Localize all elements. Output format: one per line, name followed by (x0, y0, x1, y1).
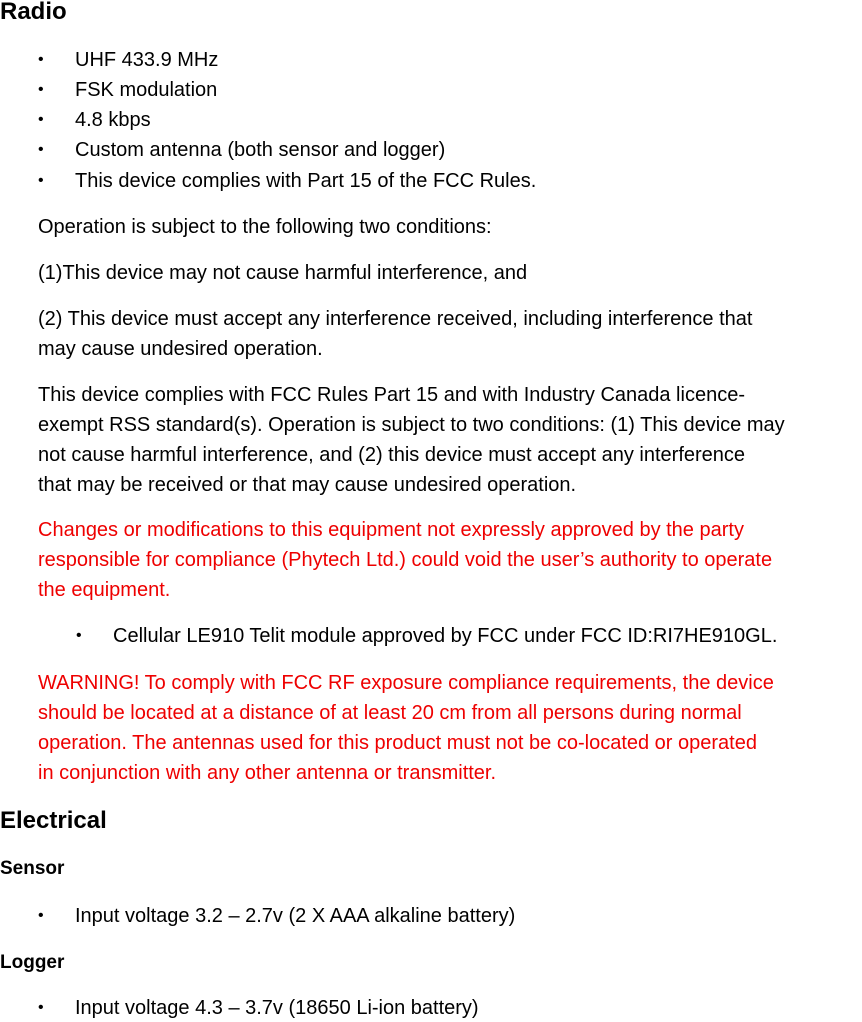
bullet-text: This device complies with Part 15 of the FCC Rules. (75, 170, 537, 192)
sensor-heading: Sensor (0, 858, 65, 879)
bullet-text: Custom antenna (both sensor and logger) (75, 139, 446, 161)
bullet-text: Input voltage 4.3 – 3.7v (18650 Li-ion battery) (75, 997, 479, 1019)
logger-voltage-bullet (38, 994, 838, 1022)
bullet-glyph: • (38, 111, 44, 128)
industry-canada-statement: This device complies with FCC Rules Part 15 and with Industry Canada licence- exempt RSS standard(s). Operation is subject to two conditions: (1) This device may not cause harmful interference, and (2) this device must accept any interference that may be received or that may cause undesired operation. (38, 384, 785, 496)
radio-bullet-frequency (38, 46, 838, 74)
radio-bullet-fcc-compliance (38, 167, 838, 195)
bullet-glyph: • (38, 172, 44, 189)
bullet-glyph: • (38, 51, 44, 68)
radio-heading: Radio (0, 0, 67, 25)
condition-two: (2) This device must accept any interference received, including interference that may cause undesired operation. (38, 308, 753, 360)
bullet-glyph: • (38, 999, 44, 1016)
logger-heading: Logger (0, 952, 65, 973)
radio-bullet-modulation (38, 76, 838, 104)
bullet-text: 4.8 kbps (75, 109, 151, 131)
modifications-warning: Changes or modifications to this equipment not expressly approved by the party responsible for compliance (Phytech Ltd.) could void the user’s authority to operate the equipment. (38, 519, 773, 601)
conditions-intro: Operation is subject to the following two conditions: (38, 216, 492, 238)
bullet-text: FSK modulation (75, 79, 218, 101)
bullet-text: UHF 433.9 MHz (75, 49, 219, 71)
bullet-text: Input voltage 3.2 – 2.7v (2 X AAA alkaline battery) (75, 905, 516, 927)
bullet-glyph: • (38, 141, 44, 158)
sensor-voltage-bullet (38, 902, 838, 930)
bullet-glyph: • (38, 907, 44, 924)
bullet-text: Cellular LE910 Telit module approved by FCC under FCC ID:RI7HE910GL. (113, 625, 778, 647)
electrical-heading: Electrical (0, 807, 107, 834)
radio-bullet-antenna (38, 136, 838, 164)
bullet-glyph: • (38, 81, 44, 98)
radio-bullet-datarate (38, 106, 838, 134)
condition-one: (1)This device may not cause harmful interference, and (38, 262, 528, 284)
cellular-module-bullet (76, 622, 862, 650)
bullet-glyph: • (76, 627, 82, 644)
rf-exposure-warning: WARNING! To comply with FCC RF exposure compliance requirements, the device should be located at a distance of at least 20 cm from all persons during normal operation. The antennas used for this product must not be co-located or operated in conjunction with any other antenna or transmitter. (38, 672, 774, 784)
